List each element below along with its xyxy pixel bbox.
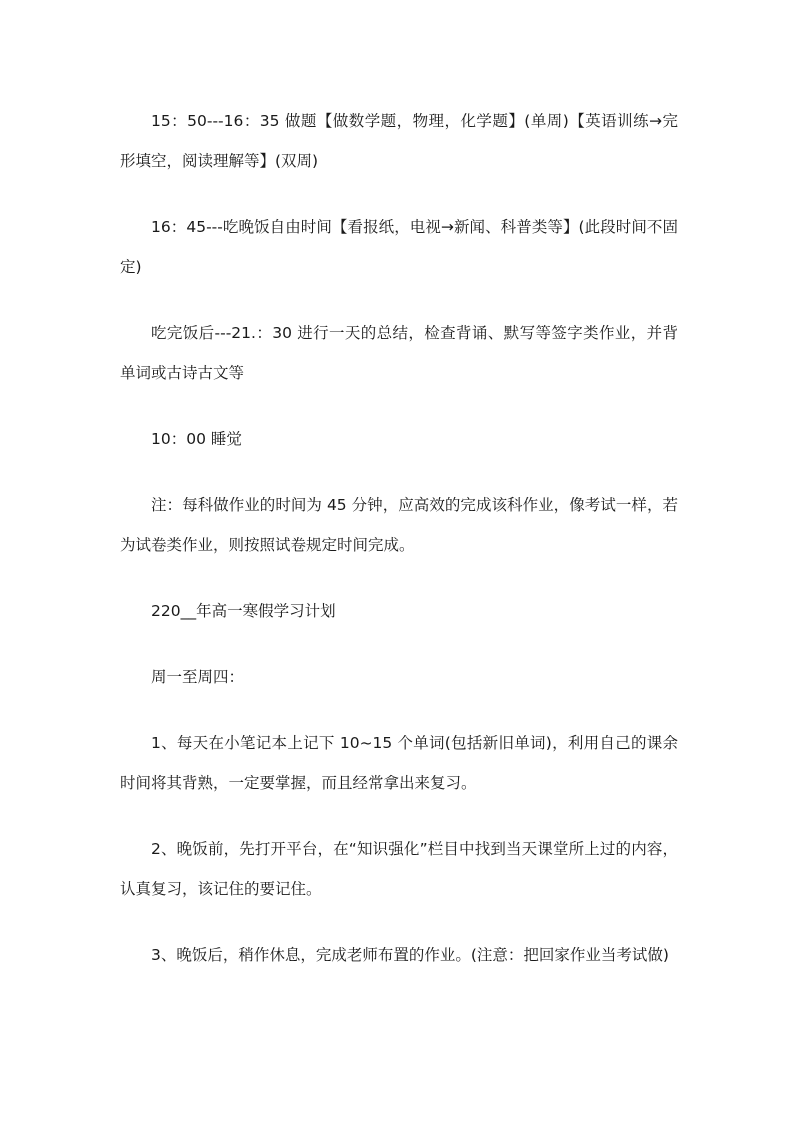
schedule-evening-review-paragraph: 吃完饭后---21.：30 进行一天的总结，检查背诵、默写等签字类作业，并背单词或古诗古文等 [120, 324, 678, 382]
note-paragraph: 注：每科做作业的时间为 45 分钟，应高效的完成该科作业，像考试一样，若为试卷类作业，则按照试卷规定时间完成。 [120, 496, 678, 554]
schedule-dinner-paragraph: 16：45---吃晚饭自由时间【看报纸，电视→新闻、科普类等】(此段时间不固定) [120, 218, 678, 276]
schedule-homework-paragraph: 15：50---16：35 做题【做数学题，物理，化学题】(单周)【英语训练→完形填空，阅读理解等】(双周) [120, 112, 678, 170]
plan-item-2: 2、晚饭前，先打开平台，在“知识强化”栏目中找到当天课堂所上过的内容，认真复习，该记住的要记住。 [120, 840, 678, 898]
document-body [120, 101, 678, 975]
section-heading: 220__年高一寒假学习计划 [151, 602, 336, 620]
schedule-sleep-paragraph: 10：00 睡觉 [151, 430, 242, 448]
plan-item-1: 1、每天在小笔记本上记下 10~15 个单词(包括新旧单词)，利用自己的课余时间将其背熟，一定要掌握，而且经常拿出来复习。 [120, 734, 678, 792]
weekday-heading: 周一至周四： [151, 668, 245, 686]
plan-item-3: 3、晚饭后，稍作休息，完成老师布置的作业。(注意：把回家作业当考试做) [151, 946, 669, 964]
